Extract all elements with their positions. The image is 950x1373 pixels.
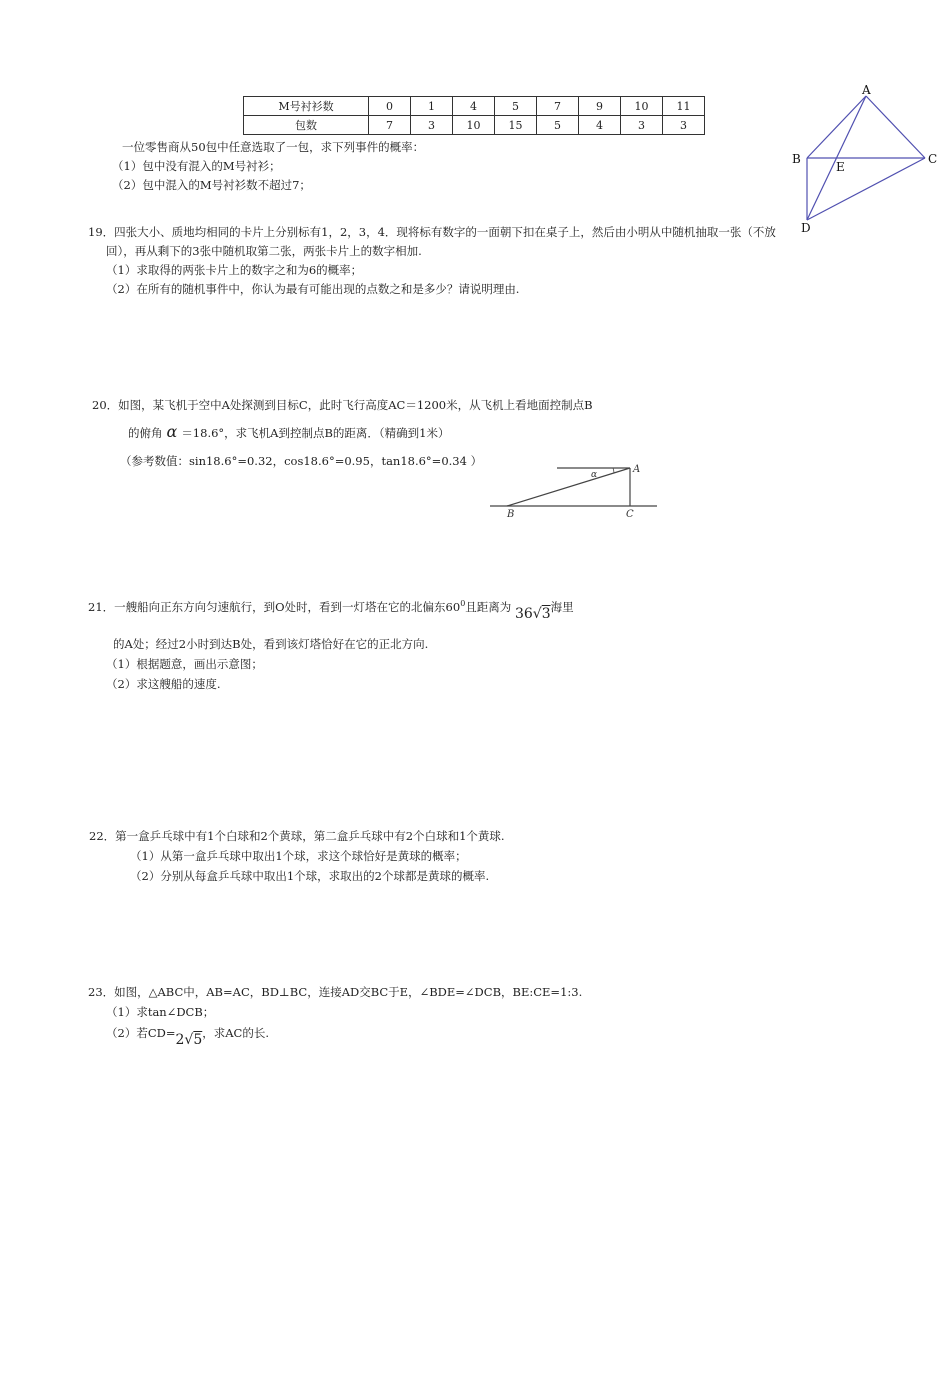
table-cell: 4 bbox=[453, 97, 495, 116]
q20-line2-start: 的俯角 bbox=[128, 426, 163, 440]
q23-part1: （1）求tan∠DCB； bbox=[106, 1005, 215, 1019]
q20-line1: 20．如图，某飞机于空中A处探测到目标C，此时飞行高度AC＝1200米，从飞机上看地面控制点B bbox=[92, 398, 593, 412]
q22-part1: （1）从第一盒乒乓球中取出1个球，求这个球恰好是黄球的概率； bbox=[130, 849, 467, 863]
table-cell: 5 bbox=[537, 116, 579, 135]
segment-ab bbox=[807, 96, 866, 158]
alpha-symbol: α bbox=[166, 422, 178, 441]
table-cell: 0 bbox=[369, 97, 411, 116]
q19-line2: 回），再从剩下的3张中随机取第二张，两张卡片上的数字相加. bbox=[106, 244, 422, 258]
frequency-table bbox=[243, 96, 705, 135]
coefficient: 2 bbox=[175, 1032, 185, 1048]
radical-sign: √ bbox=[532, 606, 542, 622]
table-cell: 7 bbox=[537, 97, 579, 116]
plane-angle-figure bbox=[485, 458, 660, 520]
q20-line2-end: ＝18.6°，求飞机A到控制点B的距离．（精确到1米） bbox=[181, 426, 450, 440]
label-a: A bbox=[633, 464, 641, 475]
q19-part1: （1）求取得的两张卡片上的数字之和为6的概率； bbox=[106, 263, 363, 277]
table-cell: 7 bbox=[369, 116, 411, 135]
radicand: 5 bbox=[193, 1032, 203, 1048]
table-cell: 5 bbox=[495, 97, 537, 116]
table-cell: 包数 bbox=[244, 116, 369, 135]
q22-line1: 22．第一盒乒乓球中有1个白球和2个黄球，第二盒乒乓球中有2个白球和1个黄球. bbox=[89, 829, 505, 843]
q23-part2-end: ，求AC的长. bbox=[202, 1026, 270, 1040]
q21-line1 bbox=[88, 599, 574, 622]
table-cell: 3 bbox=[621, 116, 663, 135]
q18-part1: （1）包中没有混入的M号衬衫； bbox=[112, 159, 281, 173]
label-c: C bbox=[626, 509, 634, 520]
q22-part2: （2）分别从每盒乒乓球中取出1个球，求取出的2个球都是黄球的概率. bbox=[130, 869, 490, 883]
q21-line2: 的A处；经过2小时到达B处，看到该灯塔恰好在它的正北方向. bbox=[113, 637, 429, 651]
q19-part2: （2）在所有的随机事件中，你认为最有可能出现的点数之和是多少？请说明理由. bbox=[106, 282, 520, 296]
sightline-ab bbox=[507, 468, 630, 506]
table-cell: 3 bbox=[663, 116, 705, 135]
label-b: B bbox=[507, 509, 515, 520]
table-cell: 15 bbox=[495, 116, 537, 135]
label-c: C bbox=[928, 152, 938, 166]
q20-reference: （参考数值：sin18.6°=0.32，cos18.6°=0.95，tan18.6°=0.34 ） bbox=[120, 454, 483, 468]
label-b: B bbox=[792, 152, 801, 166]
label-e: E bbox=[836, 160, 845, 174]
q21-line1-mid: 且距离为 bbox=[465, 600, 512, 614]
table-cell: 1 bbox=[411, 97, 453, 116]
angle-arc bbox=[613, 468, 614, 473]
segment-ac bbox=[866, 96, 925, 158]
q23-part2 bbox=[106, 1025, 270, 1048]
distance-expression bbox=[515, 606, 551, 622]
table-row bbox=[244, 97, 705, 116]
table-cell: 9 bbox=[579, 97, 621, 116]
q19-line1: 19．四张大小、质地均相同的卡片上分别标有1，2，3，4．现将标有数字的一面朝下扣在桌子上，然后由小明从中随机抽取一张（不放 bbox=[88, 225, 776, 239]
cd-expression bbox=[175, 1032, 202, 1048]
q21-part2: （2）求这艘船的速度. bbox=[106, 677, 221, 691]
degree-mark: 0 bbox=[460, 599, 466, 609]
q18-intro: 一位零售商从50包中任意选取了一包，求下列事件的概率： bbox=[122, 140, 425, 154]
label-a: A bbox=[862, 83, 871, 97]
q23-part2-start: （2）若CD= bbox=[106, 1026, 176, 1040]
label-d: D bbox=[801, 221, 811, 232]
q21-line1-end: 海里 bbox=[550, 600, 574, 614]
table-cell: 11 bbox=[663, 97, 705, 116]
coefficient: 36 bbox=[514, 606, 533, 622]
table-cell: 10 bbox=[621, 97, 663, 116]
radicand: 3 bbox=[541, 606, 551, 622]
table-cell: 4 bbox=[579, 116, 621, 135]
q23-line1: 23．如图，△ABC中，AB=AC，BD⊥BC，连接AD交BC于E，∠BDE=∠DCB，BE:CE=1:3. bbox=[88, 985, 583, 999]
segment-dc bbox=[807, 158, 925, 220]
table-cell: 3 bbox=[411, 116, 453, 135]
table-cell: M号衬衫数 bbox=[244, 97, 369, 116]
q18-part2: （2）包中混入的M号衬衫数不超过7； bbox=[112, 178, 311, 192]
table-row bbox=[244, 116, 705, 135]
q21-line1-start: 21．一艘船向正东方向匀速航行，到O处时，看到一灯塔在它的北偏东60 bbox=[88, 600, 461, 614]
table-cell: 10 bbox=[453, 116, 495, 135]
triangle-figure bbox=[780, 82, 945, 232]
radical-sign: √ bbox=[184, 1032, 194, 1048]
q20-line2 bbox=[128, 422, 450, 441]
label-alpha: α bbox=[591, 470, 598, 480]
q21-part1: （1）根据题意，画出示意图； bbox=[106, 657, 263, 671]
